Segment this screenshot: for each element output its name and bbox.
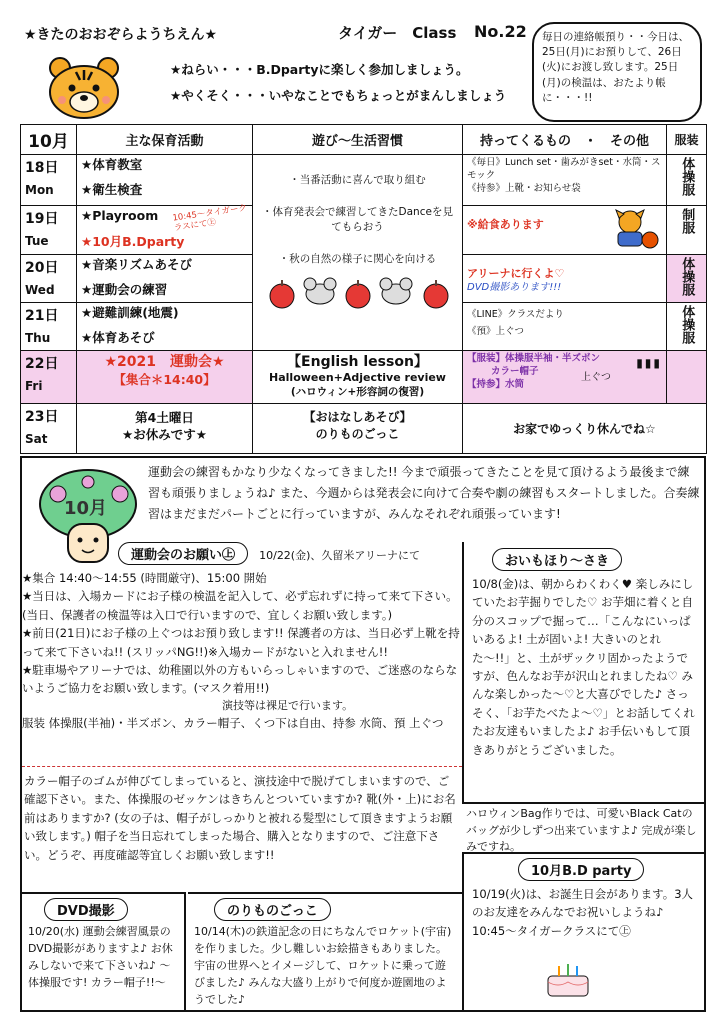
aim-text: ★ねらい・・・B.Dpartyに楽しく参加しましょう。 — [170, 62, 469, 77]
activity-cell — [77, 351, 253, 403]
play-cell-ohanashi — [253, 403, 463, 453]
uniform-label: 体操服 — [679, 256, 695, 296]
flags-icon: ▮▮▮ — [636, 356, 662, 371]
activity-cell — [77, 302, 253, 350]
activity-line: ★避難訓練(地震) — [81, 304, 179, 320]
day-cell-sat — [21, 403, 77, 453]
activity-cell — [77, 403, 253, 453]
activity-line: ★衛生検査 — [81, 182, 143, 198]
bring-line: お家でゆっくり休んでね☆ — [513, 421, 656, 436]
play-cell — [253, 155, 463, 351]
bring-line: 《預》上ぐつ — [467, 325, 525, 337]
month-badge: 10月 — [64, 498, 108, 519]
english-lesson-sub-ja: (ハロウィン+形容詞の復習) — [290, 386, 425, 399]
undokai-item: ★前日(21日)にお子様の上ぐつはお預り致します!! 保護者の方は、当日必ず上靴を持って来て下さいね!! (スリッパNG!!)※入場カードがないと入れません!! — [22, 626, 460, 659]
undokai-item: ★集合 14:40〜14:55 (時間厳守)、15:00 開始 — [22, 571, 267, 585]
ohanashi-sub: のりものごっこ — [315, 426, 400, 441]
bring-cell — [463, 302, 667, 350]
weekly-schedule-table — [20, 124, 707, 454]
activity-header: 主な保育活動 — [77, 125, 253, 155]
dvd-box — [22, 892, 186, 1010]
uniform-cell — [667, 205, 707, 254]
omoide-box — [462, 542, 706, 804]
bring-cell — [463, 254, 667, 302]
weekday-label: Mon — [25, 183, 54, 198]
undokai-item: ★当日は、入場カードにお子様の検温を記入して、必ず忘れずに持って来て下さい。(当日、保護者の検温等は入口で行いますので、宜しくお願い致します。) — [22, 589, 458, 622]
play-line: ・秋の自然の様子に関心を向ける — [278, 252, 437, 265]
halloween-text: ハロウィンBag作りでは、可愛いBlack Catのバッグが少しずつ出来ていますよ♪ 完成が楽しみですね。 — [466, 807, 697, 853]
weekday-label: Wed — [25, 282, 55, 297]
month-header: 10月 — [21, 125, 77, 155]
undokai-item: ★駐車場やアリーナでは、幼稚園以外の方もいらっしゃいますので、ご迷惑のならないようご協力をお願い致します。(マスク着用!!) — [22, 662, 458, 696]
undokai-date: 10/22(金)、久留米アリーナにて — [259, 549, 420, 562]
day-cell-tue — [21, 205, 77, 254]
activity-line-bdparty: ★10月B.Dparty — [81, 234, 185, 250]
uniform-header: 服装 — [667, 125, 707, 155]
uniform-cell — [667, 155, 707, 205]
bday-text: 10/19(火)は、お誕生日会があります。3人のお友達をみんなでお祝いしようね♪ 10:45〜タイガークラスにて㊤ — [472, 887, 694, 938]
bring-extra: 上ぐつ — [581, 372, 611, 384]
day-cell-wed — [21, 254, 77, 302]
activity-line: ★Playroom — [81, 207, 159, 223]
norimono-text: 10/14(木)の鉄道記念の日にちなんでロケット(宇宙)を作りました。少し難しいお絵描きもありました。宇宙の世界へとイメージして、ロケットに乗って遊びました♪ みんな大盛り上がりで何度か遊園地のようでした♪ — [194, 925, 452, 1007]
dvd-notice: DVD撮影あります!!! — [467, 282, 562, 294]
play-header: 遊び〜生活習慣 — [253, 125, 463, 155]
uniform-cell — [667, 351, 707, 403]
lunch-notice: ※給食あります — [467, 217, 544, 231]
activity-line: 第4土曜日 — [135, 409, 194, 425]
english-lesson-title: 【English lesson】 — [287, 354, 428, 371]
date-label: 21日 — [25, 307, 59, 324]
english-lesson-sub: Halloween+Adjective review — [269, 371, 446, 385]
play-line: ・体育発表会で練習してきたDanceを見てもらおう — [262, 206, 453, 233]
play-cell-english — [253, 351, 463, 403]
activity-cell — [77, 202, 253, 254]
norimono-title: のりものごっこ — [214, 898, 331, 921]
speech-bubble: 毎日の連絡帳預り・・今日は、25日(月)にお預りして、26日(火)にお渡し致します。25日(月)の検温は、おたより帳に・・・!! — [532, 22, 702, 122]
handwritten-note: 10:45〜タイガークラスにて㊤ — [171, 202, 248, 234]
bring-line: 《毎日》Lunch set・歯みがきset・水筒・スモック — [467, 157, 661, 182]
omoide-text: 10/8(金)は、朝からわくわく♥ 楽しみにしていたお芋掘りでした♡ お芋畑に着くと自分のスコップで掘って…「こんなにいっぱいあるよ! 土が固いよ! 大きいのとれた〜!!」と、土がザックリ固かったようですが、色んなお芋が沢山とれましたね♡ みんな楽しかった〜♡と大喜びでした♪ さっそく、「お芋たべたよ〜♡」とお話してくれたお友達もいましたよ♪ お手伝いもして頂きありがとうございました。 — [472, 577, 695, 757]
bring-cell — [463, 351, 667, 403]
activity-cell — [77, 254, 253, 302]
dvd-text: 10/20(水) 運動会練習風景のDVD撮影がありますよ♪ お休みしないで来て下さいね♪ 〜体操服です! カラー帽子!!〜 — [28, 925, 173, 990]
cake-icon — [540, 960, 596, 1000]
uniform-label: 体操服 — [679, 157, 695, 197]
weekday-label: Sat — [25, 431, 48, 446]
bring-cell — [463, 205, 667, 254]
bring-cell — [463, 403, 707, 453]
uniform-cell — [667, 254, 707, 302]
mice-apples-illustration — [258, 270, 458, 312]
uniform-label: 体操服 — [679, 304, 695, 344]
bring-line: カラー帽子 — [491, 366, 539, 378]
activity-line: ★音楽リズムあそび — [81, 256, 192, 272]
uniform-cell — [667, 302, 707, 350]
bring-line: 【持参】水筒 — [467, 378, 525, 390]
play-line: ・当番活動に喜んで取り組む — [289, 174, 426, 187]
activity-cell — [77, 155, 253, 205]
promise-text: ★やくそく・・・いやなことでもちょっとがまんしましょう — [170, 88, 507, 103]
issue-number: No.22 — [474, 22, 527, 41]
ohanashi-title: 【おはなしあそび】 — [303, 409, 412, 424]
bday-title: 10月B.D party — [518, 858, 644, 881]
class-name: タイガー Class — [338, 24, 457, 42]
fox-lunch-illustration — [608, 208, 662, 252]
uniform-label: 制服 — [679, 207, 695, 234]
undokai-item-note: 演技等は裸足で行います。 — [222, 698, 354, 712]
day-cell-fri — [21, 351, 77, 403]
divider-line — [22, 766, 462, 767]
date-label: 18日 — [25, 160, 59, 177]
bring-cell — [463, 155, 667, 205]
activity-line: ★お休みです★ — [122, 426, 207, 442]
undokai-item: 服装 体操服(半袖)・半ズボン、カラー帽子、くつ下は自由、持参 水筒、預 上ぐつ — [22, 716, 444, 731]
norimono-box — [188, 892, 462, 1010]
day-cell-mon — [21, 155, 77, 205]
tiger-icon — [46, 54, 122, 120]
weekday-label: Tue — [25, 233, 49, 248]
activity-line: ★体育教室 — [81, 157, 143, 173]
day-cell-thu — [21, 302, 77, 350]
bring-line: 【服装】体操服半袖・半ズボン — [467, 353, 601, 365]
omoide-title: おいもほり〜さき — [492, 548, 622, 571]
school-name: ★きたのおおぞらようちえん★ — [24, 27, 218, 43]
cap-notice: カラー帽子のゴムが伸びてしまっていると、演技途中で脱げてしまいますので、ご確認下さい。また、体操服のゼッケンはきちんとついていますか? 靴(外・上)にお名前はありますか? (女の子は、帽子がしっかりと被れる髪型にして頂きますようお願い致します。) 帽子を当日忘れてしまった場合、購入となりますので、ご注意下さい。どうぞ、再度確認等宜しくお願い致します!! — [24, 774, 456, 862]
bring-header: 持ってくるもの ・ その他 — [463, 125, 667, 155]
sports-day-title: ★2021 運動会★ — [104, 354, 225, 371]
weekday-label: Fri — [25, 379, 43, 394]
date-label: 23日 — [25, 408, 59, 425]
bring-line: 《持参》上靴・お知らせ袋 — [467, 182, 581, 194]
arena-notice: アリーナに行くよ♡ — [467, 266, 565, 280]
dvd-title: DVD撮影 — [44, 898, 128, 921]
weekday-label: Thu — [25, 330, 51, 345]
activity-line: ★運動会の練習 — [81, 281, 168, 297]
undokai-title: 運動会のお願い㊤ — [118, 542, 248, 565]
date-label: 19日 — [25, 210, 59, 227]
date-label: 20日 — [25, 259, 59, 276]
date-label: 22日 — [25, 356, 59, 373]
activity-line: ★体育あそび — [81, 329, 155, 345]
bring-line: 《LINE》クラスだより — [467, 308, 564, 320]
sports-day-gather: 【集合＊14:40】 — [113, 372, 216, 388]
intro-text: 運動会の練習もかなり少なくなってきました!! 今まで頑張ってきたことを見て頂けるよう最後まで練習も頑張りましょうね♪ また、今週からは発表会に向けて合奏や劇の練習もスタートしました。合奏練習はまだまだパートごとに行っていますが、みんなそれぞれ頑張っています! — [148, 465, 700, 521]
